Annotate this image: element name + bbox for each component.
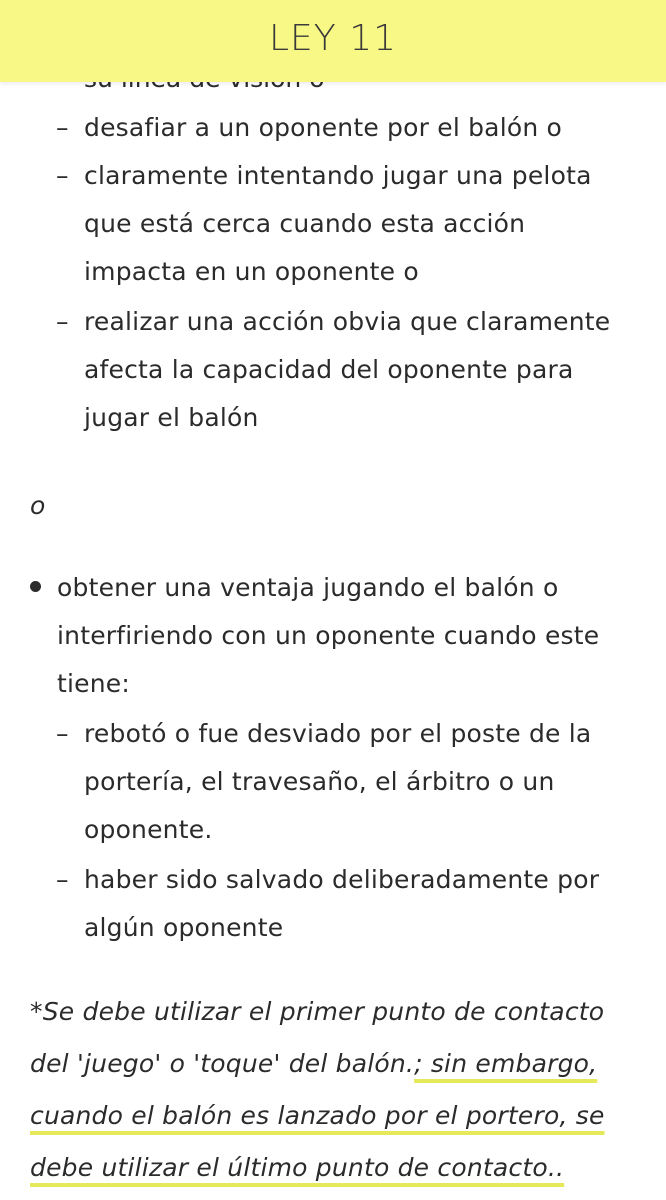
highlighted-text: debe utilizar el último punto de contacto.. (30, 1153, 565, 1182)
bullet-line: interfiriendo con un oponente cuando este (57, 621, 600, 650)
dash-marker: – (56, 719, 69, 748)
footnote-line: *Se debe utilizar el primer punto de contacto (30, 997, 605, 1026)
dash-marker: – (56, 307, 69, 336)
list-item-line: rebotó o fue desviado por el poste de la (84, 719, 592, 748)
footnote-line (30, 1040, 597, 1088)
list-item-line: algún oponente (84, 913, 284, 942)
bullet-icon (30, 581, 41, 592)
bullet-line: tiene: (57, 669, 130, 698)
list-item-line: jugar el balón (84, 403, 259, 432)
dash-marker: – (56, 161, 69, 190)
or-separator: o (30, 491, 46, 520)
footnote-text: del 'juego' o 'toque' del balón. (30, 1049, 415, 1078)
highlighted-text: ; sin embargo, (414, 1049, 598, 1078)
list-item-line: portería, el travesaño, el árbitro o un (84, 767, 555, 796)
footnote-line (30, 1092, 605, 1140)
page-title: LEY 11 (268, 18, 398, 59)
dash-marker: – (56, 113, 69, 142)
list-item-line: realizar una acción obvia que claramente (84, 307, 611, 336)
list-item-line: oponente. (84, 815, 213, 844)
list-item-line: claramente intentando jugar una pelota (84, 161, 592, 190)
list-item-line: afecta la capacidad del oponente para (84, 355, 574, 384)
bullet-line: obtener una ventaja jugando el balón o (57, 573, 559, 602)
page-header (0, 0, 666, 82)
list-item-line: que está cerca cuando esta acción (84, 209, 526, 238)
highlighted-text: cuando el balón es lanzado por el portero, se (30, 1101, 605, 1130)
list-item-line: haber sido salvado deliberadamente por (84, 865, 600, 894)
dash-marker: – (56, 865, 69, 894)
list-item-line: impacta en un oponente o (84, 257, 419, 286)
footnote-line (30, 1144, 564, 1192)
list-item-line: desafiar a un oponente por el balón o (84, 113, 563, 142)
